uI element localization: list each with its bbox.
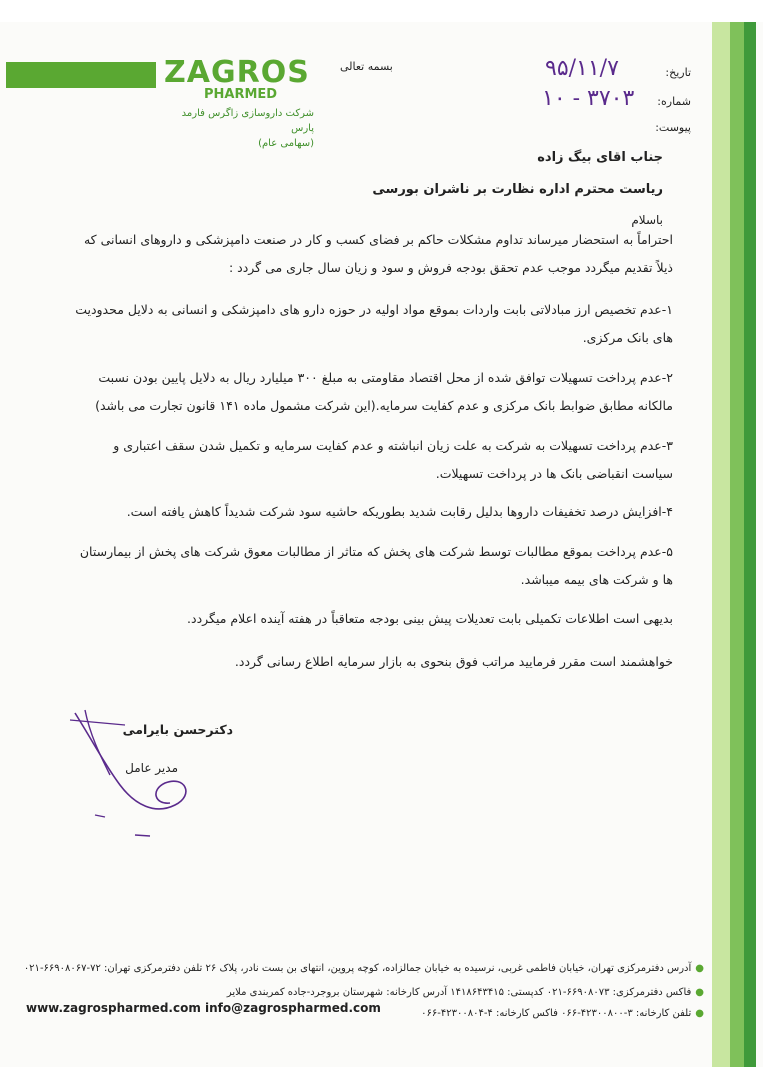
intro-paragraph: احتراماً به استحضار میرساند تداوم مشکلات حاکم بر فضای کسب و کار در صنعت دامپزشکی و داروهای انسانی که ذیلاً تقدیم میگردد موجب عدم تحقق بودجه فروش و سود و زیان سال جاری می گردد : [83,232,673,275]
footer-line-1: آدرس دفترمرکزی تهران، خیابان فاطمی غربی، نرسیده به خیابان جمالزاده، کوچه پروین، انتهای بن بست نادر، پلاک ۲۶ تلفن دفترمرکزی تهران: ۷۲-۶۶۹۰۸۰۶۷-۰۲۱ [23,963,692,974]
signer-title: مدیر عامل [125,761,178,775]
request-paragraph: خواهشمند است مقرر فرمایید مراتب فوق بنحوی به بازار سرمایه اطلاع رسانی گردد. [234,654,673,669]
date-label: تاریخ: [665,66,691,79]
header-green-bar [6,62,156,88]
attachment-label: پیوست: [655,121,691,134]
logo-company-type: (سهامی عام) [258,138,314,149]
company-logo [164,55,314,151]
logo-name: ZAGROS [164,55,310,90]
right-stripe-light [712,22,730,1067]
bullet-icon: ● [695,987,704,998]
basmala: بسمه تعالی [340,60,393,73]
footer-line-3: تلفن کارخانه: ۳-۴۲۳۰۰۸۰۰-۰۶۶ فاکس کارخانه: ۴-۴۲۳۰۰۸۰۴-۰۶۶ [421,1008,692,1019]
footer-address-line [24,963,704,974]
item-1: ۱-عدم تخصیص ارز مبادلاتی بابت واردات بموقع مواد اولیه در حوزه دارو های دامپزشکی و انسانی به دلایل محدودیت های بانک مرکزی. [75,302,673,345]
number-label: شماره: [657,95,691,108]
recipient-name: جناب اقای بیگ زاده [537,150,663,165]
item-4: ۴-افزایش درصد تخفیفات داروها بدلیل رقابت شدید بطوریکه حاشیه سود شرکت شدیداً کاهش یافته است. [126,504,673,519]
right-stripe-dark [744,22,756,1067]
right-stripe-mid [730,22,744,1067]
logo-company-fa: شرکت داروسازی زاگرس فارمد پارس [181,108,314,134]
logo-subtitle: PHARMED [204,87,278,102]
handwritten-date: ۹۵/۱۱/۷ [545,56,619,81]
footer-line-2: فاکس دفترمرکزی: ۶۶۹۰۸۰۷۳-۰۲۱ کدپستی: ۱۴۱۸۶۴۳۴۱۵ آدرس کارخانه: شهرستان بروجرد-جاده کمربندی ملایر [226,987,692,998]
footer-website[interactable]: www.zagrospharmed.com [26,1001,201,1015]
item-5: ۵-عدم پرداخت بموقع مطالبات توسط شرکت های پخش که متاثر از مطالبات معوق شرکت های پخش از بیمارستان ها و شرکت های بیمه میباشد. [79,544,673,587]
item-2: ۲-عدم پرداخت تسهیلات توافق شده از محل اقتصاد مقاومتی به مبلغ ۳۰۰ میلیارد ریال به دلایل پایین بودن نسبت مالکانه مطابق ضوابط بانک مرکزی و عدم کفایت سرمایه.(این شرکت مشمول ماده ۱۴۱ قانون تجارت می باشد) [95,370,673,413]
top-margin [0,0,763,22]
greeting: باسلام [631,213,663,227]
handwritten-signature [65,705,245,845]
footer-contact-line [24,987,704,998]
signer-name: دکترحسن بایرامی [122,722,233,737]
recipient-title: ریاست محترم اداره نظارت بر ناشران بورسی [372,182,663,197]
note-paragraph: بدیهی است اطلاعات تکمیلی بابت تعدیلات پیش بینی بودجه متعاقباً در هفته آینده اعلام میگردد. [187,611,673,626]
footer-email[interactable]: info@zagrospharmed.com [205,1001,381,1015]
handwritten-number: ۱۰ - ۳۷۰۳ [542,86,635,111]
item-3: ۳-عدم پرداخت تسهیلات به شرکت به علت زیان انباشته و عدم کفایت سرمایه و تکمیل شدن سقف اعتباری و سیاست انقباضی بانک ها در پرداخت تسهیلات. [113,438,673,481]
bullet-icon: ● [695,963,704,974]
bullet-icon: ● [695,1008,704,1019]
